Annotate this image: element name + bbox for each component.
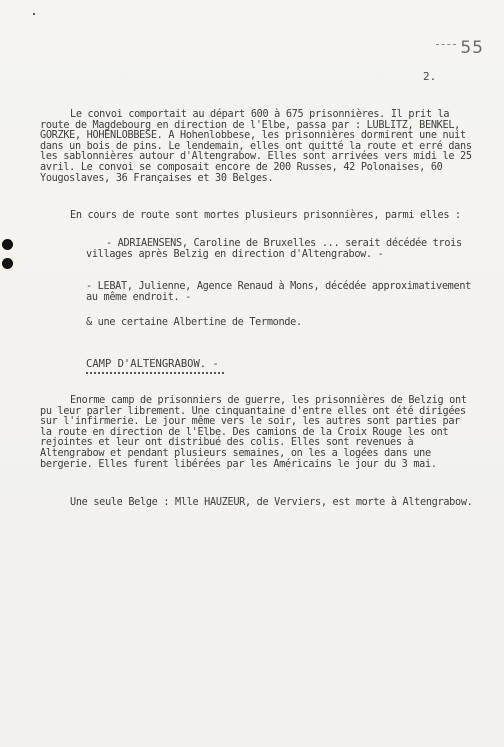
list-item-albertine: & une certaine Albertine de Termonde. bbox=[86, 317, 302, 328]
paragraph-camp: Enorme camp de prisonniers de guerre, les prisonnières de Belzig ont pu leur parler librement. Une cinquantaine d'entre elles ont été dirigées sur l'infirmerie. Le jour même vers le soir, les autres sont parties par la route en direction de l'Elbe. Des camions de la Croix Rouge les ont rejointes et leur ont distribué des colis. Elles sont revenues à Altengrabow et pendant plusieurs semaines, on les a logées dans une bergerie. Elles furent libérées par les Américains le jour du 3 mai. bbox=[40, 395, 473, 470]
ink-speck bbox=[33, 13, 35, 15]
paragraph-convoy: Le convoi comportait au départ 600 à 675 prisonnières. Il prit la route de Magdebourg en direction de l'Elbe, passa par : LUBLITZ, BENKEL, GORZKE, HOHENLOBBESE. A Hohenlobbese, les prisonnières dormirent une nuit dans un bois de pins. Le lendemain, elles ont quitté la route et erré dans les sablonnières autour d'Altengrabow. Elles sont arrivées vers midi le 25 avril. Le convoi se composait encore de 200 Russes, 42 Polonaises, 60 Yougoslaves, 36 Françaises et 30 Belges. bbox=[40, 109, 478, 184]
page-number: 55 bbox=[460, 38, 484, 58]
binder-hole bbox=[2, 258, 13, 269]
stamp-mark bbox=[436, 44, 456, 47]
paragraph-deaths-intro: En cours de route sont mortes plusieurs prisonnières, parmi elles : bbox=[70, 210, 461, 221]
paragraph-hauzeur: Une seule Belge : Mlle HAUZEUR, de Verviers, est morte à Altengrabow. bbox=[70, 497, 473, 508]
section-heading: CAMP D'ALTENGRABOW. - bbox=[86, 358, 219, 370]
list-item-lebat: - LEBAT, Julienne, Agence Renaud à Mons, décédée approximativement au même endroit. - bbox=[86, 281, 477, 303]
list-item-adriaensens: - ADRIAENSENS, Caroline de Bruxelles ... serait décédée trois villages après Belzig en direction d'Altengrabow. - bbox=[86, 238, 468, 260]
binder-hole bbox=[2, 239, 13, 250]
sheet-number: 2. bbox=[423, 70, 437, 83]
heading-underline bbox=[86, 372, 224, 374]
